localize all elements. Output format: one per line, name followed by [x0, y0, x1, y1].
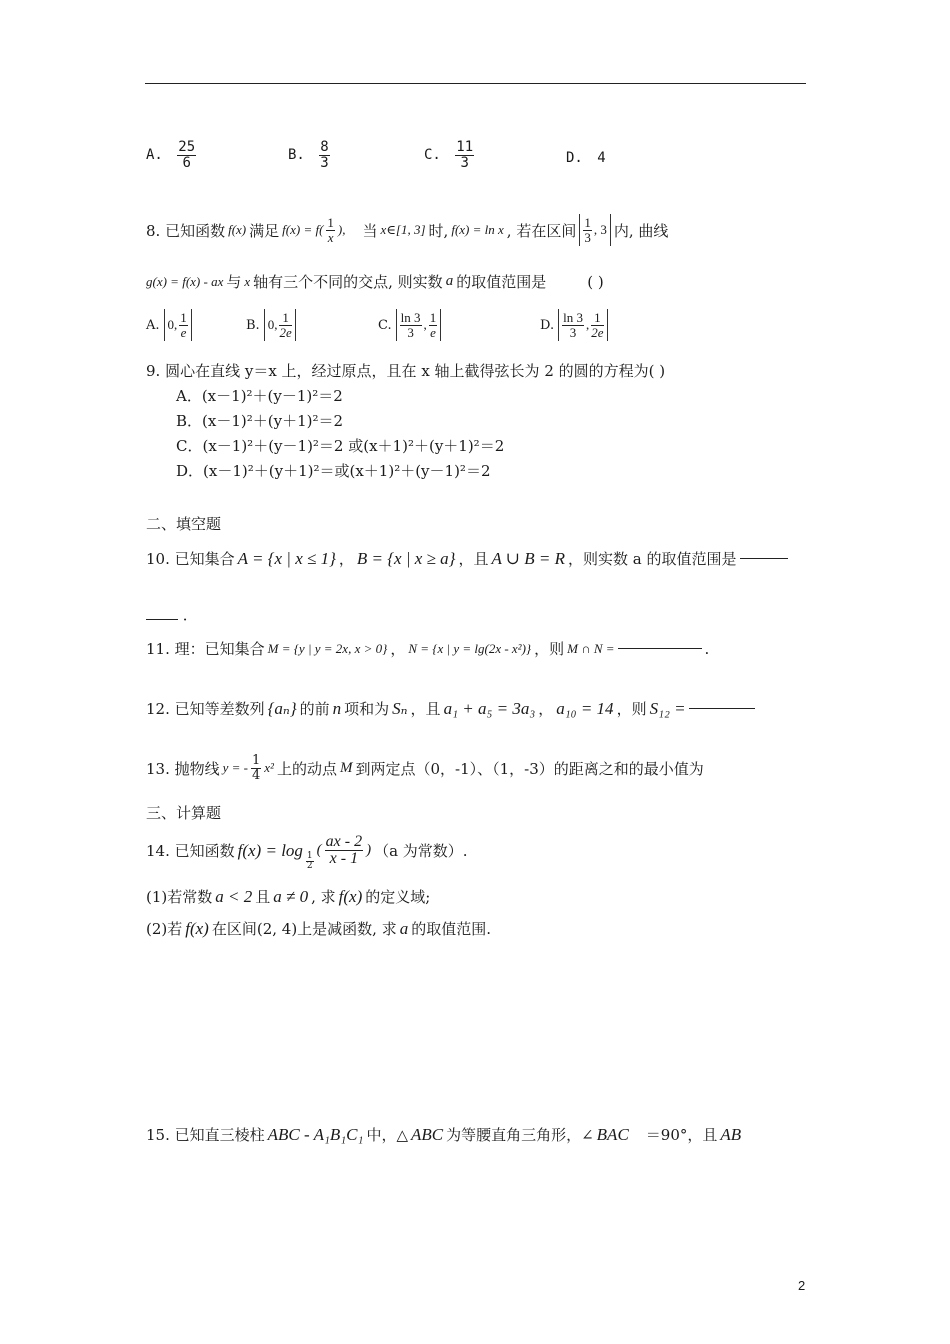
- q8-option-a: [146, 309, 192, 341]
- math-expr: BAC: [596, 1124, 629, 1144]
- text: 的前: [299, 700, 330, 718]
- option-label: D.: [540, 317, 555, 333]
- math-expr: {aₙ}: [267, 698, 297, 718]
- fraction: $\frac{1}{e}$: [429, 310, 437, 340]
- q14-part1: [146, 886, 430, 907]
- text: 轴有三个不同的交点, 则实数: [253, 273, 443, 291]
- answer-blank[interactable]: [618, 648, 702, 649]
- math-expr: ),: [337, 222, 346, 238]
- q13-stem: [146, 754, 704, 782]
- text: 项和为: [344, 700, 390, 718]
- text: ＝90°，且: [645, 1126, 718, 1144]
- fraction: $\frac{\ln 3}{3}$: [400, 310, 421, 340]
- q9-option-d: D．(x－1)²＋(y＋1)²＝或(x＋1)²＋(y－1)²＝2: [176, 462, 491, 480]
- text: 15. 已知直三棱柱: [146, 1126, 265, 1144]
- text: 为等腰直角三角形，∠: [446, 1126, 594, 1144]
- math-expr: a₁₀ = 14: [556, 698, 614, 718]
- math-expr: S₁₂ =: [649, 698, 686, 718]
- section-heading-calculation: 三、计算题: [146, 804, 222, 822]
- q9-stem: 9. 圆心在直线 y＝x 上，经过原点，且在 x 轴上截得弦长为 2 的圆的方程为( ): [146, 362, 666, 380]
- answer-paren: ( ): [587, 272, 604, 291]
- text: 中，△: [366, 1126, 408, 1144]
- header-rule: [145, 83, 806, 84]
- math-expr: a: [445, 273, 454, 289]
- text: ，则: [616, 700, 647, 718]
- text: , 若在区间: [506, 221, 577, 240]
- option-label: B.: [246, 317, 260, 333]
- fraction: $\frac{1}{2e}$: [279, 310, 292, 340]
- text: 10. 已知集合: [146, 550, 235, 568]
- math-expr: f(x): [185, 918, 209, 938]
- text: 与: [226, 273, 242, 291]
- text: 14. 已知函数: [146, 842, 235, 861]
- fraction: $\frac{11}{3}$: [456, 139, 474, 171]
- q11-stem: [146, 638, 709, 659]
- text: ，: [538, 700, 554, 718]
- math-expr: g(x) = f(x) - ax: [146, 273, 224, 289]
- math-expr: f(x): [338, 886, 363, 906]
- answer-blank[interactable]: [689, 708, 755, 709]
- q12-stem: [146, 698, 755, 719]
- text: 到两定点（0，-1）、（1，-3）的距离之和的最小值为: [355, 759, 704, 778]
- option-value: 4: [597, 150, 606, 166]
- fraction: $\frac{\ln 3}{3}$: [563, 310, 583, 340]
- q7-option-c: [424, 140, 474, 170]
- text: .: [704, 639, 710, 658]
- option-label: A.: [146, 317, 160, 333]
- math-expr: a: [399, 918, 409, 938]
- q15-stem: [146, 1124, 741, 1145]
- text: 0,: [267, 317, 278, 333]
- text: （a 为常数）.: [374, 842, 468, 861]
- q10-stem: [146, 548, 788, 569]
- text: 满足: [249, 221, 280, 240]
- q8-stem-line2: [146, 271, 604, 292]
- fraction: $\frac{1}{2e}$: [591, 310, 604, 340]
- q9-option-b: B．(x－1)²＋(y＋1)²＝2: [176, 412, 344, 430]
- answer-blank[interactable]: [146, 619, 178, 620]
- page-number: 2: [798, 1278, 806, 1293]
- text: 时,: [428, 221, 449, 240]
- text: ，则实数 a 的取值范围是: [568, 550, 737, 568]
- math-expr: A ∪ B = R: [491, 548, 566, 568]
- q8-option-b: [246, 309, 296, 341]
- q9-option-a: A．(x－1)²＋(y－1)²＝2: [176, 387, 343, 405]
- text: 11. 理：已知集合: [146, 640, 265, 658]
- fraction: $\frac{1}{3}$: [584, 215, 591, 245]
- fraction: $\frac{8}{3}$: [320, 139, 329, 171]
- interval-bracket: $\frac{\ln 3}{3}$ , $\frac{1}{e}$: [396, 309, 442, 341]
- text: (1)若常数: [146, 888, 213, 906]
- math-expr: a ≠ 0: [273, 886, 309, 906]
- text: ，且: [458, 550, 489, 568]
- option-label: A.: [146, 147, 163, 164]
- interval-bracket: [264, 309, 296, 341]
- interval-bracket: $\frac{\ln 3}{3}$ , $\frac{1}{2e}$: [558, 309, 607, 341]
- math-expr: B = {x | x ≥ a}: [356, 548, 456, 568]
- interval-bracket: [164, 309, 192, 341]
- math-expr: A = {x | x ≤ 1}: [237, 548, 336, 568]
- text: ，则: [534, 640, 565, 658]
- option-label: C.: [378, 317, 392, 333]
- q7-option-d: [566, 150, 606, 166]
- text: (2)若: [146, 920, 183, 938]
- text: 上的动点: [276, 759, 337, 778]
- text: 且: [255, 888, 271, 906]
- text: ，: [338, 550, 354, 568]
- q7-option-b: [288, 140, 330, 170]
- text: 当: [362, 221, 378, 240]
- log-base-fraction: $\frac{1}{2}$: [306, 851, 313, 872]
- math-expr: Sₙ: [392, 698, 408, 718]
- text: , 求: [311, 888, 336, 906]
- fraction: $\frac{25}{6}$: [178, 139, 196, 171]
- math-expr: a₁ + a₅ = 3a₃: [443, 698, 536, 718]
- math-expr: n: [332, 698, 342, 718]
- fraction: $\frac{ax - 2}{x - 1}$: [325, 832, 363, 868]
- text: 的定义域;: [365, 888, 431, 906]
- math-expr: M: [339, 759, 353, 776]
- text: 内, 曲线: [613, 221, 669, 240]
- q8-stem-line1: [146, 214, 668, 246]
- q10-continuation: [146, 604, 198, 625]
- fraction: $\frac{1}{4}$: [252, 753, 261, 783]
- math-expr: M ∩ N =: [567, 640, 615, 656]
- q7-option-a: [146, 140, 196, 170]
- math-expr: M = {y | y = 2x, x > 0}: [267, 640, 388, 656]
- fraction: $\frac{1}{x}$: [327, 215, 334, 245]
- math-expr: f(x): [228, 222, 247, 238]
- q8-option-c: [378, 309, 441, 341]
- math-expr: x²: [264, 760, 274, 776]
- math-expr: ABC: [410, 1124, 444, 1144]
- text: 的取值范围.: [411, 920, 491, 938]
- math-expr: x: [244, 273, 251, 289]
- q14-part2: [146, 918, 491, 939]
- math-expr: f(x) = log: [237, 840, 303, 860]
- text: , 3: [593, 222, 607, 238]
- text: 13. 抛物线: [146, 759, 220, 778]
- text: 的取值范围是: [456, 273, 547, 291]
- section-heading-fill-in: 二、填空题: [146, 515, 222, 533]
- option-label: C.: [424, 147, 441, 164]
- math-expr: f(x) = f(: [282, 222, 324, 238]
- math-expr: a < 2: [215, 886, 253, 906]
- interval-bracket: [579, 214, 611, 246]
- fraction: $\frac{1}{e}$: [180, 310, 187, 340]
- text: ．: [182, 606, 198, 624]
- q9-option-c: C．(x－1)²＋(y－1)²＝2 或(x＋1)²＋(y＋1)²＝2: [176, 437, 505, 455]
- text: ，: [390, 640, 406, 658]
- math-expr: x∈[1, 3]: [380, 222, 426, 238]
- option-label: B.: [288, 147, 305, 164]
- text: 在区间(2, 4)上是减函数, 求: [211, 920, 397, 938]
- math-expr: AB: [720, 1124, 742, 1144]
- text: ，且: [410, 700, 441, 718]
- math-expr: f(x) = ln x: [451, 222, 504, 238]
- text: 0,: [167, 317, 178, 333]
- math-expr: N = {x | y = lg(2x - x²)}: [408, 640, 532, 656]
- text: 12. 已知等差数列: [146, 700, 265, 718]
- answer-blank[interactable]: [740, 558, 788, 559]
- q8-option-d: [540, 309, 608, 341]
- q14-stem: 14. 已知函数 f(x) = log $\frac{1}{2}$ ( $\frac{ax - 2}{x - 1}$ ) （a 为常数）.: [146, 832, 468, 872]
- q8-prefix: 8. 已知函数: [146, 221, 226, 240]
- math-expr: ABC - A₁B₁C₁: [267, 1124, 364, 1144]
- option-label: D.: [566, 150, 583, 166]
- math-expr: y = -: [222, 760, 248, 776]
